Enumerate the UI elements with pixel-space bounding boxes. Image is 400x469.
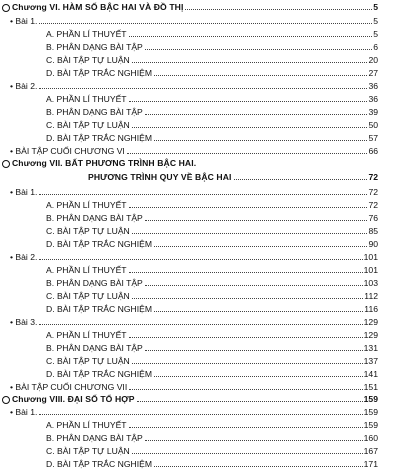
toc-entry-label: A. PHẦN LÍ THUYẾT bbox=[46, 265, 127, 275]
toc-row[interactable] bbox=[46, 27, 378, 39]
toc-page-number: 66 bbox=[368, 146, 378, 156]
toc-entry-label: • BÀI TẬP CUỐI CHƯƠNG VII bbox=[10, 382, 128, 392]
toc-page-number: 159 bbox=[363, 420, 378, 430]
toc-row[interactable] bbox=[46, 418, 378, 430]
toc-page-number: 159 bbox=[363, 394, 378, 404]
toc-row[interactable] bbox=[88, 170, 378, 182]
toc-page-number: 90 bbox=[368, 239, 378, 249]
toc-entry-label: A. PHẦN LÍ THUYẾT bbox=[46, 200, 127, 210]
toc-row[interactable] bbox=[2, 156, 378, 168]
toc-page-number: 20 bbox=[368, 55, 378, 65]
toc-page-number: 72 bbox=[368, 172, 378, 182]
toc-entry-label: C. BÀI TẬP TỰ LUẬN bbox=[46, 291, 130, 301]
toc-entry-label: Chương VII. BẤT PHƯƠNG TRÌNH BẬC HAI. bbox=[12, 158, 197, 168]
dot-leader bbox=[145, 285, 363, 286]
toc-entry-label: • Bài 1. bbox=[10, 16, 38, 26]
toc-page-number: 39 bbox=[368, 107, 378, 117]
toc-page-number: 36 bbox=[368, 94, 378, 104]
toc-entry-label: A. PHẦN LÍ THUYẾT bbox=[46, 330, 127, 340]
toc-page-number: 76 bbox=[368, 213, 378, 223]
toc-row[interactable] bbox=[46, 289, 378, 301]
toc-page-number: 141 bbox=[363, 369, 378, 379]
toc-row[interactable] bbox=[10, 380, 378, 392]
dot-leader bbox=[132, 62, 368, 63]
dot-leader bbox=[145, 49, 372, 50]
toc-row[interactable] bbox=[10, 405, 378, 417]
toc-entry-label: C. BÀI TẬP TỰ LUẬN bbox=[46, 55, 130, 65]
toc-row[interactable] bbox=[46, 367, 378, 379]
toc-page-number: 129 bbox=[363, 317, 378, 327]
toc-entry-label: C. BÀI TẬP TỰ LUẬN bbox=[46, 356, 130, 366]
toc-page-number: 6 bbox=[373, 42, 378, 52]
dot-leader bbox=[39, 194, 367, 195]
toc-page-number: 27 bbox=[368, 68, 378, 78]
toc-row[interactable] bbox=[46, 328, 378, 340]
dot-leader bbox=[234, 179, 368, 180]
toc-entry-label: D. BÀI TẬP TRẮC NGHIỆM bbox=[46, 68, 153, 78]
toc-row[interactable] bbox=[46, 224, 378, 236]
toc-page-number: 101 bbox=[363, 252, 378, 262]
toc-page-number: 101 bbox=[363, 265, 378, 275]
toc-entry-label: B. PHÂN DẠNG BÀI TẬP bbox=[46, 343, 143, 353]
toc-row[interactable] bbox=[46, 198, 378, 210]
dot-leader bbox=[154, 466, 363, 467]
toc-entry-label: Chương VIII. ĐẠI SỐ TỔ HỢP bbox=[12, 394, 135, 404]
dot-leader bbox=[127, 153, 368, 154]
dot-leader bbox=[129, 389, 362, 390]
toc-entry-label: • Bài 1. bbox=[10, 407, 38, 417]
toc-entry-label: Chương VI. HÀM SỐ BẬC HAI VÀ ĐỒ THỊ bbox=[12, 2, 184, 12]
toc-entry-label: • Bài 1. bbox=[10, 187, 38, 197]
toc-entry-label: • Bài 2. bbox=[10, 81, 38, 91]
toc-page-number: 116 bbox=[364, 304, 378, 314]
toc-entry-label: B. PHÂN DẠNG BÀI TẬP bbox=[46, 107, 143, 117]
toc-page-number: 131 bbox=[363, 343, 378, 353]
toc-page-number: 159 bbox=[363, 407, 378, 417]
toc-entry-label: B. PHÂN DẠNG BÀI TẬP bbox=[46, 213, 143, 223]
toc-entry-label: PHƯƠNG TRÌNH QUY VỀ BẬC HAI bbox=[88, 172, 232, 182]
dot-leader bbox=[39, 414, 362, 415]
toc-page-number: 5 bbox=[373, 16, 378, 26]
dot-leader bbox=[145, 440, 363, 441]
toc-entry-label: A. PHẦN LÍ THUYẾT bbox=[46, 94, 127, 104]
toc-entry-label: B. PHÂN DẠNG BÀI TẬP bbox=[46, 278, 143, 288]
dot-leader bbox=[39, 88, 367, 89]
toc-entry-label: A. PHẦN LÍ THUYẾT bbox=[46, 420, 127, 430]
dot-leader bbox=[39, 259, 362, 260]
toc-row[interactable] bbox=[46, 40, 378, 52]
toc-page-number: 129 bbox=[363, 330, 378, 340]
dot-leader bbox=[129, 36, 373, 37]
dot-leader bbox=[154, 311, 363, 312]
toc-entry-label: D. BÀI TẬP TRẮC NGHIỆM bbox=[46, 369, 153, 379]
toc-row[interactable] bbox=[46, 211, 378, 223]
toc-row[interactable] bbox=[10, 14, 378, 26]
toc-entry-label: • Bài 3. bbox=[10, 317, 38, 327]
toc-page-number: 50 bbox=[368, 120, 378, 130]
toc-row[interactable] bbox=[46, 53, 378, 65]
toc-row[interactable] bbox=[46, 131, 378, 143]
toc-page-number: 5 bbox=[373, 2, 378, 12]
toc-row[interactable] bbox=[46, 302, 378, 314]
dot-leader bbox=[39, 324, 362, 325]
dot-leader bbox=[132, 453, 363, 454]
dot-leader bbox=[137, 401, 363, 402]
toc-row[interactable] bbox=[10, 185, 378, 197]
toc-entry-label: B. PHÂN DẠNG BÀI TẬP bbox=[46, 433, 143, 443]
toc-page-number: 36 bbox=[368, 81, 378, 91]
dot-leader bbox=[154, 376, 363, 377]
dot-leader bbox=[132, 127, 368, 128]
toc-entry-label: • Bài 2. bbox=[10, 252, 38, 262]
toc-row[interactable] bbox=[2, 392, 378, 404]
toc-row[interactable] bbox=[46, 105, 378, 117]
toc-page-number: 72 bbox=[368, 187, 378, 197]
dot-leader bbox=[145, 220, 368, 221]
toc-page-number: 160 bbox=[363, 433, 378, 443]
dot-leader bbox=[185, 9, 372, 10]
dot-leader bbox=[154, 75, 367, 76]
toc-row[interactable] bbox=[46, 237, 378, 249]
toc-page-number: 171 bbox=[363, 459, 378, 469]
dot-leader bbox=[154, 140, 367, 141]
dot-leader bbox=[145, 350, 363, 351]
toc-page-number: 72 bbox=[368, 200, 378, 210]
toc-entry-label: D. BÀI TẬP TRẮC NGHIỆM bbox=[46, 304, 153, 314]
toc-row[interactable] bbox=[46, 444, 378, 456]
toc-row[interactable] bbox=[2, 0, 378, 12]
toc-row[interactable] bbox=[10, 144, 378, 156]
toc-row[interactable] bbox=[46, 457, 378, 469]
toc-page-number: 5 bbox=[373, 29, 378, 39]
dot-leader bbox=[132, 233, 368, 234]
toc-entry-label: • BÀI TẬP CUỐI CHƯƠNG VI bbox=[10, 146, 125, 156]
toc-row[interactable] bbox=[10, 79, 378, 91]
dot-leader bbox=[129, 101, 368, 102]
toc-entry-label: D. BÀI TẬP TRẮC NGHIỆM bbox=[46, 459, 153, 469]
toc-entry-label: B. PHÂN DẠNG BÀI TẬP bbox=[46, 42, 143, 52]
toc-row[interactable] bbox=[46, 276, 378, 288]
toc-page-number: 137 bbox=[363, 356, 378, 366]
dot-leader bbox=[154, 246, 367, 247]
toc-entry-label: C. BÀI TẬP TỰ LUẬN bbox=[46, 446, 130, 456]
toc-row[interactable] bbox=[10, 250, 378, 262]
toc-row[interactable] bbox=[46, 354, 378, 366]
toc-row[interactable] bbox=[46, 341, 378, 353]
toc-row[interactable] bbox=[46, 431, 378, 443]
toc-row[interactable] bbox=[46, 263, 378, 275]
toc-entry-label: C. BÀI TẬP TỰ LUẬN bbox=[46, 120, 130, 130]
circle-bullet-icon bbox=[2, 396, 10, 404]
toc-row[interactable] bbox=[46, 118, 378, 130]
dot-leader bbox=[132, 298, 364, 299]
toc-page-number: 103 bbox=[363, 278, 378, 288]
toc-entry-label: D. BÀI TẬP TRẮC NGHIỆM bbox=[46, 239, 153, 249]
dot-leader bbox=[132, 363, 363, 364]
toc-row[interactable] bbox=[46, 66, 378, 78]
toc-page-number: 85 bbox=[368, 226, 378, 236]
toc-page-number: 112 bbox=[364, 291, 378, 301]
toc-entry-label: D. BÀI TẬP TRẮC NGHIỆM bbox=[46, 133, 153, 143]
dot-leader bbox=[145, 114, 368, 115]
toc-row[interactable] bbox=[10, 315, 378, 327]
dot-leader bbox=[129, 337, 363, 338]
toc-row[interactable] bbox=[46, 92, 378, 104]
dot-leader bbox=[129, 272, 363, 273]
toc-page-number: 167 bbox=[363, 446, 378, 456]
dot-leader bbox=[129, 207, 368, 208]
circle-bullet-icon bbox=[2, 4, 10, 12]
toc-entry-label: C. BÀI TẬP TỰ LUẬN bbox=[46, 226, 130, 236]
dot-leader bbox=[129, 427, 363, 428]
toc-entry-label: A. PHẦN LÍ THUYẾT bbox=[46, 29, 127, 39]
circle-bullet-icon bbox=[2, 160, 10, 168]
dot-leader bbox=[39, 23, 372, 24]
toc-page-number: 151 bbox=[363, 382, 378, 392]
toc-page-number: 57 bbox=[368, 133, 378, 143]
